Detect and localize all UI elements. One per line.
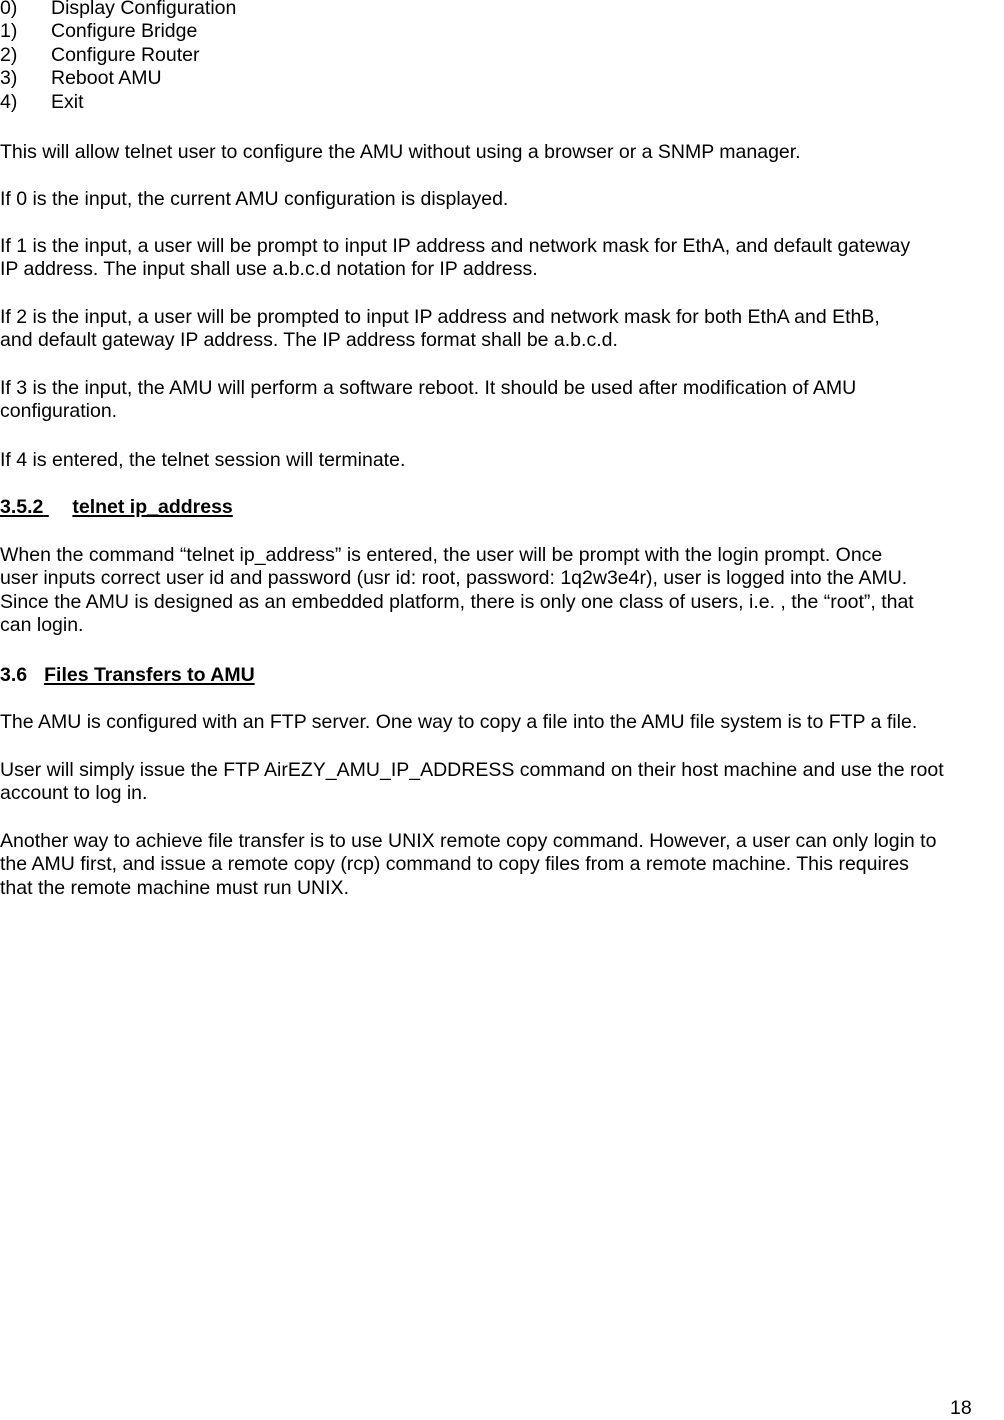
- option-3-paragraph: If 3 is the input, the AMU will perform a software reboot. It should be used after modification of AMU configuration.: [0, 377, 857, 423]
- section-heading-3-5-2: [0, 496, 233, 519]
- menu-item-reboot-amu: 3) Reboot AMU: [0, 67, 162, 90]
- ftp-command-paragraph: User will simply issue the FTP AirEZY_AMU_IP_ADDRESS command on their host machine and use the root account to log in.: [0, 759, 944, 805]
- telnet-paragraph: When the command “telnet ip_address” is entered, the user will be prompt with the login prompt. Once user inputs correct user id and password (usr id: root, password: 1q2w3e4r), user is logged into the AMU. Since the AMU is designed as an embedded platform, there is only one class of users, i.e. , the “root”, that can login.: [0, 544, 914, 637]
- option-0-paragraph: If 0 is the input, the current AMU configuration is displayed.: [0, 188, 509, 210]
- section-number: 3.5.2: [0, 496, 44, 518]
- intro-paragraph: This will allow telnet user to configure the AMU without using a browser or a SNMP manager.: [0, 141, 801, 163]
- section-heading-3-6: [0, 664, 255, 687]
- menu-item-configure-bridge: 1) Configure Bridge: [0, 20, 198, 43]
- section-title: telnet ip_address: [72, 496, 233, 518]
- telnet-menu-list: [0, 0, 236, 114]
- menu-item-display-configuration: 0) Display Configuration: [0, 0, 237, 19]
- section-title: Files Transfers to AMU: [44, 664, 255, 686]
- ftp-server-paragraph: The AMU is configured with an FTP server. One way to copy a file into the AMU file system is to FTP a file.: [0, 711, 918, 733]
- option-1-paragraph: If 1 is the input, a user will be prompt to input IP address and network mask for EthA, and default gateway IP address. The input shall use a.b.c.d notation for IP address.: [0, 235, 911, 281]
- option-4-paragraph: If 4 is entered, the telnet session will terminate.: [0, 449, 406, 471]
- remote-copy-paragraph: Another way to achieve file transfer is to use UNIX remote copy command. However, a user can only login to the AMU first, and issue a remote copy (rcp) command to copy files from a remote machine. This requires that the remote machine must run UNIX.: [0, 830, 937, 899]
- menu-item-exit: 4) Exit: [0, 90, 84, 113]
- option-2-paragraph: If 2 is the input, a user will be prompted to input IP address and network mask for both EthA and EthB, and default gateway IP address. The IP address format shall be a.b.c.d.: [0, 306, 880, 352]
- section-number: 3.6: [0, 664, 28, 686]
- menu-item-configure-router: 2) Configure Router: [0, 43, 200, 66]
- page-number: 18: [950, 1397, 972, 1419]
